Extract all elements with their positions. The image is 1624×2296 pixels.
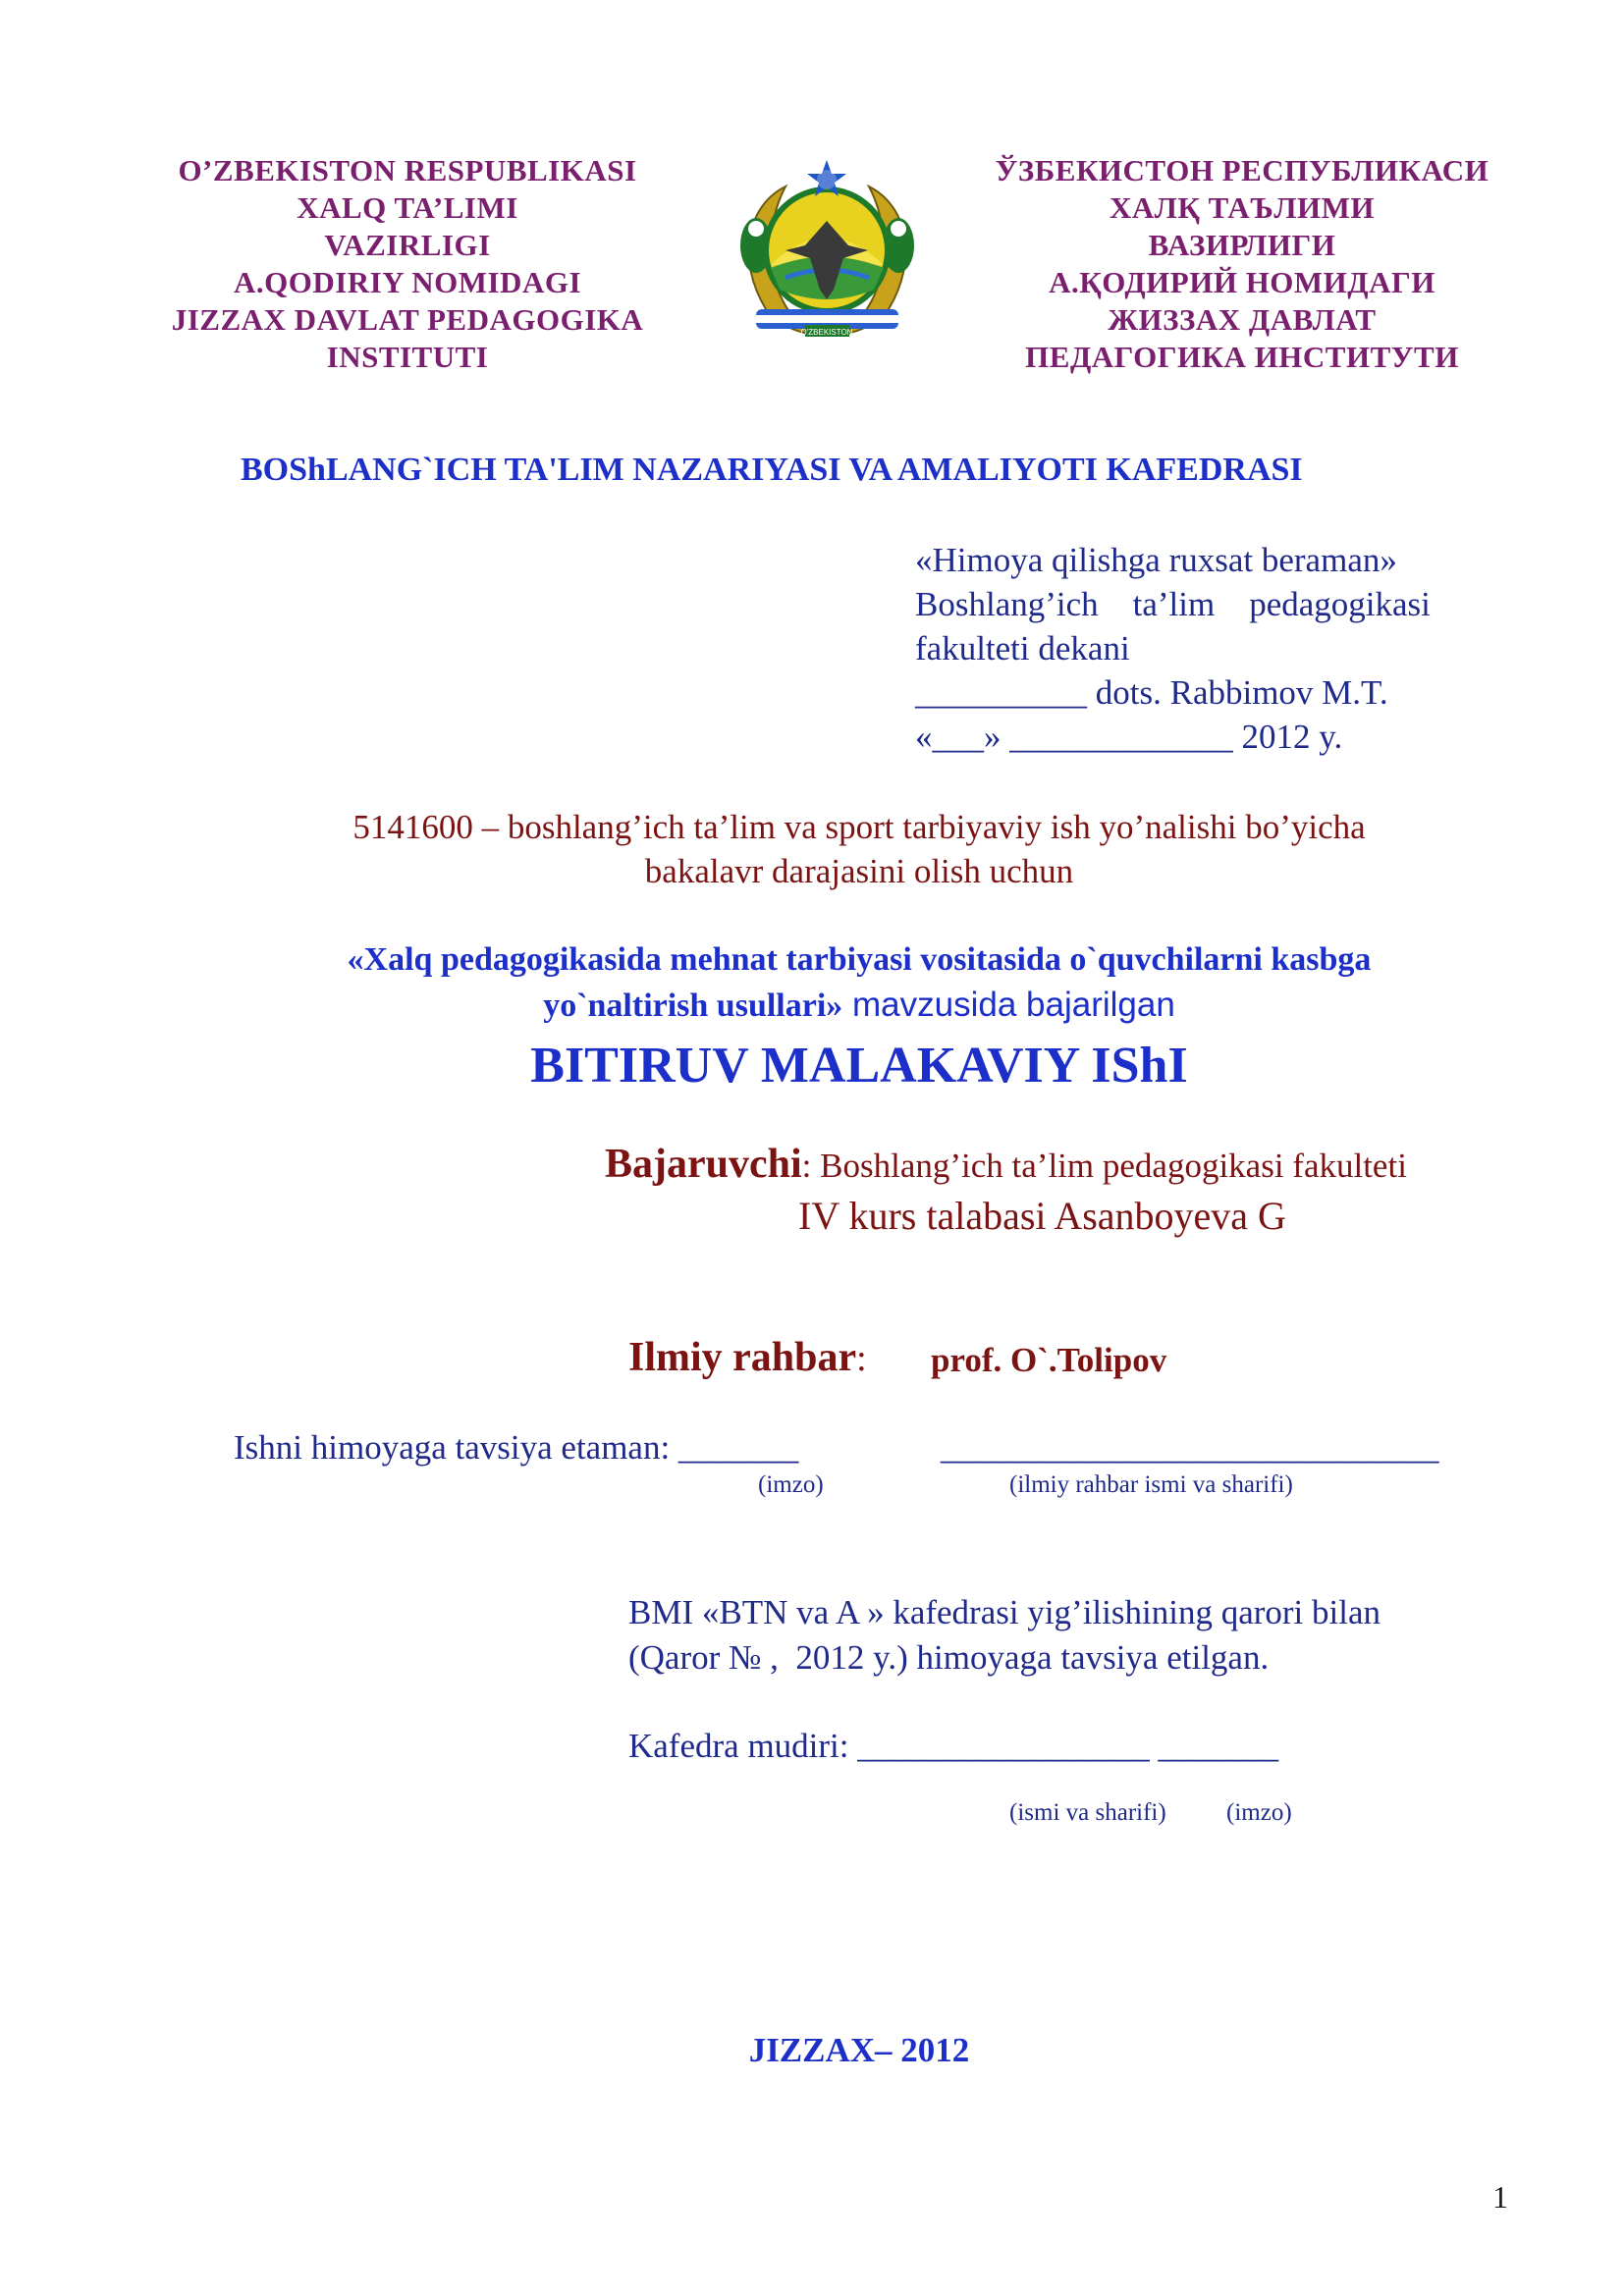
head-text: Kafedra mudiri: _________________ _______	[628, 1727, 1278, 1765]
executor-block	[605, 1139, 1538, 1192]
emblem-icon	[717, 152, 938, 344]
topic-line-bold: yo`naltirish usullari»	[543, 988, 843, 1024]
approval-line: __________ dots. Rabbimov M.T.	[915, 673, 1388, 712]
degree-line: 5141600 – boshlang’ich ta’lim va sport tarbiyaviy ish yo’nalishi bo’yicha	[352, 808, 1366, 846]
department-title: BOShLANG`ICH TA'LIM NAZARIYASI VA AMALIYOTI KAFEDRASI	[241, 452, 1303, 488]
head-caption-name: (ismi va sharifi)	[1009, 1799, 1166, 1826]
header-right	[967, 152, 1517, 376]
degree-line: bakalavr darajasini olish uchun	[644, 852, 1074, 890]
supervisor-label: Ilmiy rahbar	[628, 1335, 857, 1380]
supervisor-colon: :	[856, 1338, 867, 1379]
header-left-line: O’ZBEKISTON RESPUBLIKASI	[178, 153, 637, 187]
page-number: 1	[1492, 2179, 1508, 2215]
header-right-line: ПЕДАГОГИКА ИНСТИТУТИ	[1025, 340, 1459, 374]
state-emblem	[717, 152, 938, 344]
approval-line: Boshlang’ich ta’lim pedagogikasi	[915, 585, 1431, 623]
approval-line: fakulteti dekani	[915, 629, 1130, 667]
approval-line: «___» _____________ 2012 y.	[915, 718, 1343, 756]
supervisor-name: prof. O`.Tolipov	[931, 1341, 1167, 1379]
header-right-line: ЖИЗЗАХ ДАВЛАТ	[1108, 302, 1377, 337]
header-right-line: А.ҚОДИРИЙ НОМИДАГИ	[1049, 265, 1435, 299]
header-left-line: INSTITUTI	[326, 340, 489, 374]
executor-label: Bajaruvchi	[605, 1142, 802, 1187]
bmi-block	[628, 1590, 1512, 1681]
header-left-line: JIZZAX DAVLAT PEDAGOGIKA	[171, 302, 644, 337]
header-left	[147, 152, 668, 376]
executor-text: : Boshlang’ich ta’lim pedagogikasi fakulteti	[801, 1147, 1407, 1185]
approval-block	[915, 538, 1504, 759]
header-right-line: ВАЗИРЛИГИ	[1148, 228, 1336, 262]
header-left-line: XALQ TA’LIMI	[297, 190, 518, 225]
header-right-line: ЎЗБЕКИСТОН РЕСПУБЛИКАСИ	[995, 153, 1489, 187]
degree-block	[196, 805, 1522, 893]
recommend-text: Ishni himoyaga tavsiya etaman: _______	[234, 1428, 799, 1467]
head-caption-sign: (imzo)	[1226, 1799, 1292, 1826]
topic-line: «Xalq pedagogikasida mehnat tarbiyasi vositasida o`quvchilarni kasbga	[347, 941, 1372, 978]
executor-line-2: IV kurs talabasi Asanboyeva G	[798, 1194, 1286, 1238]
recommend-name-line: _____________________________	[941, 1428, 1439, 1467]
topic-block	[196, 937, 1522, 1035]
header-left-line: VAZIRLIGI	[324, 228, 491, 262]
recommend-caption-name: (ilmiy rahbar ismi va sharifi)	[1009, 1471, 1293, 1498]
topic-line-rest: mavzusida bajarilgan	[842, 986, 1175, 1024]
emblem-ribbon-text: O'ZBEKISTON	[800, 328, 853, 337]
bmi-line: BMI «BTN va A » kafedrasi yig’ilishining qarori bilan	[628, 1593, 1381, 1631]
recommend-caption-sign: (imzo)	[758, 1471, 824, 1498]
topic-line-2	[196, 983, 1522, 1035]
approval-line: «Himoya qilishga ruxsat beraman»	[915, 541, 1397, 579]
work-title: BITIRUV MALAKAVIY IShI	[530, 1038, 1188, 1094]
bmi-line: (Qaror № , 2012 y.) himoyaga tavsiya etilgan.	[628, 1638, 1270, 1677]
header-left-line: A.QODIRIY NOMIDAGI	[233, 265, 582, 299]
city-year: JIZZAX– 2012	[748, 2031, 970, 2069]
header-right-line: ХАЛҚ ТАЪЛИМИ	[1110, 190, 1375, 225]
